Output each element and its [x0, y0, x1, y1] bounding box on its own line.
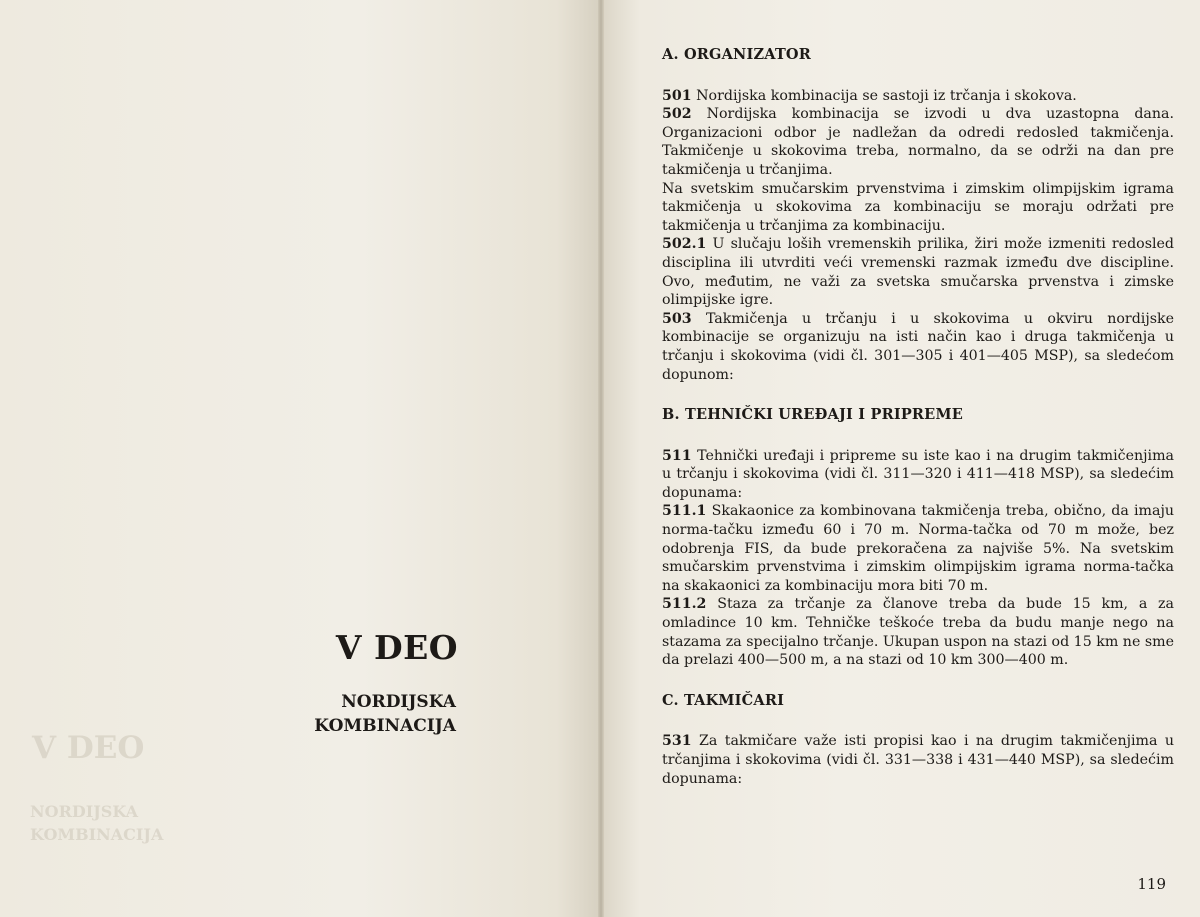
page-number: 119 — [1137, 875, 1166, 893]
section-heading-takmicari: C. TAKMIČARI — [662, 691, 785, 709]
rule-paragraph: 503 Takmičenja u trčanju i u skokovima u okviru nordijske kombinacije se organizuju na isti način kao i druga takmičenja u trčanju i skokovima (vidi čl. 301—305 i 401—405 MSP), sa sledećom dopunom: — [662, 310, 1174, 383]
rule-paragraph: 511.1 Skakaonice za kombinovana takmičenja treba, obično, da imaju norma-tačku između 60 i 70 m. Norma-tačka od 70 m može, bez odobrenja FIS, da bude prekoračena za najviše 5%. Na svetskim smučarskim prvenstvima i zimskim olimpijskim igrama norma-tačka na skakaonici za kombinaciju mora biti 70 m. — [662, 503, 1174, 594]
part-subtitle-line-1: NORDIJSKA — [341, 692, 456, 712]
show-through-subtitle: NORDIJSKA KOMBINACIJA — [30, 802, 164, 844]
right-page — [604, 0, 1200, 917]
rule-paragraph: 502.1 U slučaju loših vremenskih prilika, žiri može izmeniti redosled disciplina ili utvrditi veći vremenski razmak između dve discipline. Ovo, međutim, ne važi za svetska smučarska prvenstva i zimske olimpijske igre. — [662, 236, 1174, 309]
rules-content — [662, 46, 1174, 788]
rule-paragraph: Na svetskim smučarskim prvenstvima i zimskim olimpijskim igrama takmičenja u skokovima za kombinaciju se moraju održati pre takmičenja u trčanjima za kombinaciju. — [662, 180, 1174, 234]
left-page — [0, 0, 598, 917]
part-subtitle — [314, 690, 456, 738]
section-heading-tehnicki-uredjaji: B. TEHNIČKI UREĐAJI I PRIPREME — [662, 406, 963, 424]
show-through-title: V DEO — [32, 730, 145, 766]
part-title: V DEO — [335, 628, 458, 667]
part-subtitle-line-2: KOMBINACIJA — [314, 716, 456, 736]
section-heading-organizator: A. ORGANIZATOR — [662, 46, 812, 63]
rule-paragraph: 511.2 Staza za trčanje za članove treba da bude 15 km, a za omladince 10 km. Tehničke teškoće treba da budu manje nego na stazama za specijalno trčanje. Ukupan uspon na stazi od 15 km ne sme da prelazi 400—500 m, a na stazi od 10 km 300—400 m. — [662, 596, 1174, 669]
rule-paragraph: 501 Nordijska kombinacija se sastoji iz trčanja i skokova. — [662, 87, 1077, 104]
rule-paragraph: 511 Tehnički uređaji i pripreme su iste kao i na drugim takmičenjima u trčanju i skokovima (vidi čl. 311—320 i 411—418 MSP), sa sledećim dopunama: — [662, 447, 1174, 501]
rule-paragraph: 502 Nordijska kombinacija se izvodi u dva uzastopna dana. Organizacioni odbor je nadležan da odredi redosled takmičenja. Takmičenje u skokovima treba, normalno, da se održi na dan pre takmičenja u trčanjima. — [662, 106, 1174, 178]
rule-paragraph: 531 Za takmičare važe isti propisi kao i na drugim takmičenjima u trčanjima i skokovima (vidi čl. 331—338 i 431—440 MSP), sa sledećim dopunama: — [662, 733, 1174, 787]
